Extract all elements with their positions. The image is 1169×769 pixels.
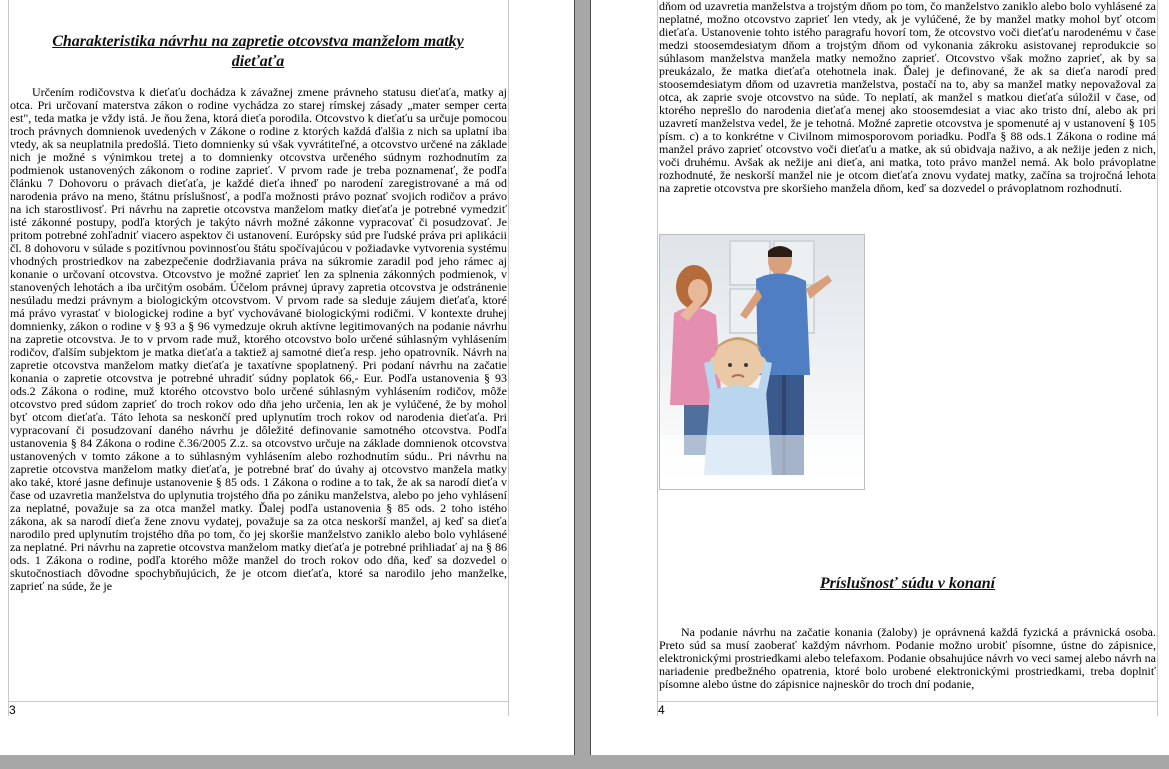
margin-guide [8,701,508,702]
document-page-4[interactable] [590,0,1169,755]
document-page-3[interactable] [0,0,575,755]
body-paragraph[interactable]: Na podanie návrhu na začatie konania (žaloby) je oprávnená každá fyzická a právnická osoba. Preto súd sa musí zaoberať každým návrhom. Podanie možno urobiť písomne, ústne do zápisnice, elektronickými prostriedkami alebo telefaxom. Podanie obsahujúce návrh vo veci samej alebo návrh na nariadenie predbežného opatrenia, ktoré bolo urobené elektronickými prostriedkami, treba doplniť písomne alebo ústne do zápisnice najneskôr do troch dní podanie, [659,626,1156,691]
page-gap [575,0,591,769]
body-paragraph[interactable]: Určením rodičovstva k dieťaťu dochádza k závažnej zmene právneho statusu dieťaťa, matky aj otca. Pri určovaní materstva zákon o rodine vychádza zo starej rímskej zásady „mater semper certa est", teda matka je vždy istá. Je ňou žena, ktorá dieťa porodila. Otcovstvo k dieťaťu sa určuje pomocou troch právnych domnienok uvedených v Zákone o rodine z ktorých každá ďalšia z nich sa uplatní iba vtedy, ak sa neuplatnila predošlá. Tieto domnienky sú však vyvrátiteľné, a otcovstvo určené na základe nich je možné s výnimkou tretej a to domnienky otcovstva určeného súdnym rozhodnutím za podmienok ustanovených zákonom o rodine zaprieť. V prvom rade je treba poznamenať, že podľa článku 7 Dohovoru o právach dieťaťa, je každé dieťa ihneď po narodení zaregistrované a má od narodenia právo na meno, štátnu príslušnosť, a podľa možnosti právo poznať svojich rodičov a právo na ich starostlivosť. Pri návrhu na zapretie otcovstva manželom matky dieťaťa je potrebné vymedziť isté zákonné postupy, podľa ktorých je takýto návrh možné zákonne vypracovať či posudzovať. Je pritom potrebné zohľadniť viacero aspektov či ustanovení. Európsky súd pre ľudské práva pri aplikácii čl. 8 dohovoru v súlade s pozitívnou povinnosťou štátu spočívajúcou v požiadavke vytvorenia systému vhodných prostriedkov na zabezpečenie dodržiavania práva na súkromie zaradil pod jeho rámec aj konanie o určovaní otcovstva. Otcovstvo je možné zaprieť len za splnenia zákonných podmienok, v stanovených lehotách a iba určitým osobám. Účelom právnej úpravy zapretia otcovstva je odstránenie nesúladu medzi právnym a biologickým otcovstvom. V prvom rade sa sleduje záujem dieťaťa, ktoré má právo vyrastať v biologickej rodine a byť vychovávané biologickými rodičmi. V kontexte druhej domnienky, zákon o rodine v § 93 a § 96 vymedzuje okruh aktívne legitimovaných na podanie návrhu na zapretie otcovstva. Je to v prvom rade muž, ktorého otcovstvo bolo určené súhlasným vyhlásením rodičov, ďalším subjektom je matka dieťaťa a taktiež aj samotné dieťa resp. jeho opatrovník. Návrh na zapretie otcovstva manželom matky dieťaťa je taxatívne spoplatnený. Pri podaní návrhu na začatie konania o zapretie otcovstva je potrebné uhradiť súdny poplatok 66,- Eur. Podľa ustanovenia § 93 ods.2 Zákona o rodine, muž ktorého otcovstvo bolo určené súhlasným vyhlásením rodičov, môže otcovstvo pred súdom zaprieť do troch rokov odo dňa jeho určenia, len ak je vylúčené, že by mohol byť otcom dieťaťa. Táto lehota sa neskončí pred uplynutím troch rokov od narodenia dieťaťa. Pri vypracovaní či posudzovaní daného návrhu je dôležité definovanie samotného otcovstva. Podľa ustanovenia § 84 Zákona o rodine č.36/2005 Z.z. sa otcovstvo určuje na základe domnienok otcovstva ustanovených v tomto zákone a to súhlasným vyhlásením alebo rozhodnutím súdu.. Pri návrhu na zapretie otcovstva manželom matky dieťaťa, je potrebné brať do úvahy aj otcovstvo manžela matky ako také, ktoré jasne definuje ustanovenie § 85 ods. 1 Zákona o rodine a to tak, že ak sa narodí dieťa v čase od uzavretia manželstva do uplynutia trojstého dňa po zániku manželstva, alebo po jeho vyhlásení za neplatné, považuje sa za otca manžel matky. Ďalej podľa ustanovenia § 85 ods. 2 toho istého zákona, ak sa narodí dieťa žene znovu vydatej, považuje sa za otca neskorší manžel, aj keď sa dieťa narodilo pred uplynutím trojstého dňa po tom, čo jej skoršie manželstvo zaniklo alebo bolo vyhlásené za neplatné. Pri návrhu na zapretie otcovstva manželom matky dieťaťa je potrebné prihliadať aj na § 86 ods. 1 Zákona o rodine, podľa ktorého môže manžel do troch rokov odo dňa, keď sa dozvedel o skutočnostiach dôvodne spochybňujúcich, že je otcom dieťaťa, ktoré sa narodilo jeho manželke, zaprieť na súde, že je [10,86,507,593]
page-number: 4 [658,703,665,717]
family-conflict-photo[interactable] [659,234,865,490]
body-paragraph[interactable]: dňom od uzavretia manželstva a trojstým dňom po tom, čo manželstvo zaniklo alebo bolo vyhlásené za neplatné, možno otcovstvo zaprieť len vtedy, ak je vylúčené, že by manžel matky mohol byť otcom dieťaťa. Ustanovenie tohto istého paragrafu hovorí tom, že otcovstvo voči dieťaťu narodenému v čase medzi stoosemdesiatym dňom a trojstým dňom od vykonania zákroku asistovanej reprodukcie so súhlasom manželstva manžela matky nemožno zaprieť. Otcovstvo však možno zaprieť, ak by sa preukázalo, že matka dieťaťa otehotnela inak. Ďalej je definované, že ak sa dieťa narodí pred stoosemdesiatym dňom od uzavretia manželstva, postačí na to, aby sa manžel matky nepovažoval za otca, ak zaprie svoje otcovstvo na súde. To neplatí, ak manžel s matkou dieťaťa súložil v čase, od ktorého neprešlo do narodenia dieťaťa menej ako stoosemdesiat a viac ako tristo dní, alebo ak pri uzavretí manželstva vedel, že je tehotná. Možné zapretie otcovstva je spomenuté aj v ustanovení § 105 písm. c) a to konkrétne v Civilnom mimosporovom poriadku. Podľa § 88 ods.1 Zákona o rodine má manžel právo zaprieť otcovstvo voči dieťaťu a matke, ak sú obidvaja naživo, a ak nežije jeden z nich, voči druhému. Avšak ak nežije ani dieťa, ani matka, toto právo manžel nemá. Ak bolo právoplatne rozhodnuté, že neskorší manžel nie je otcom dieťaťa znovu vydatej matky, začína sa trojročná lehota na zapretie otcovstva pre skoršieho manžela dňom, keď sa dozvedel o právoplatnom rozhodnutí. [659,0,1156,195]
photo-illustration [660,235,865,490]
margin-guide [657,0,658,716]
margin-guide [1157,0,1158,716]
section-title: Príslušnosť súdu v konaní [819,575,996,592]
margin-guide [508,0,509,716]
margin-guide [657,701,1157,702]
page-title: Charakteristika návrhu na zapretie otcovstva manželom matky dieťaťa [52,33,464,70]
page-number: 3 [9,703,16,717]
margin-guide [8,0,9,716]
